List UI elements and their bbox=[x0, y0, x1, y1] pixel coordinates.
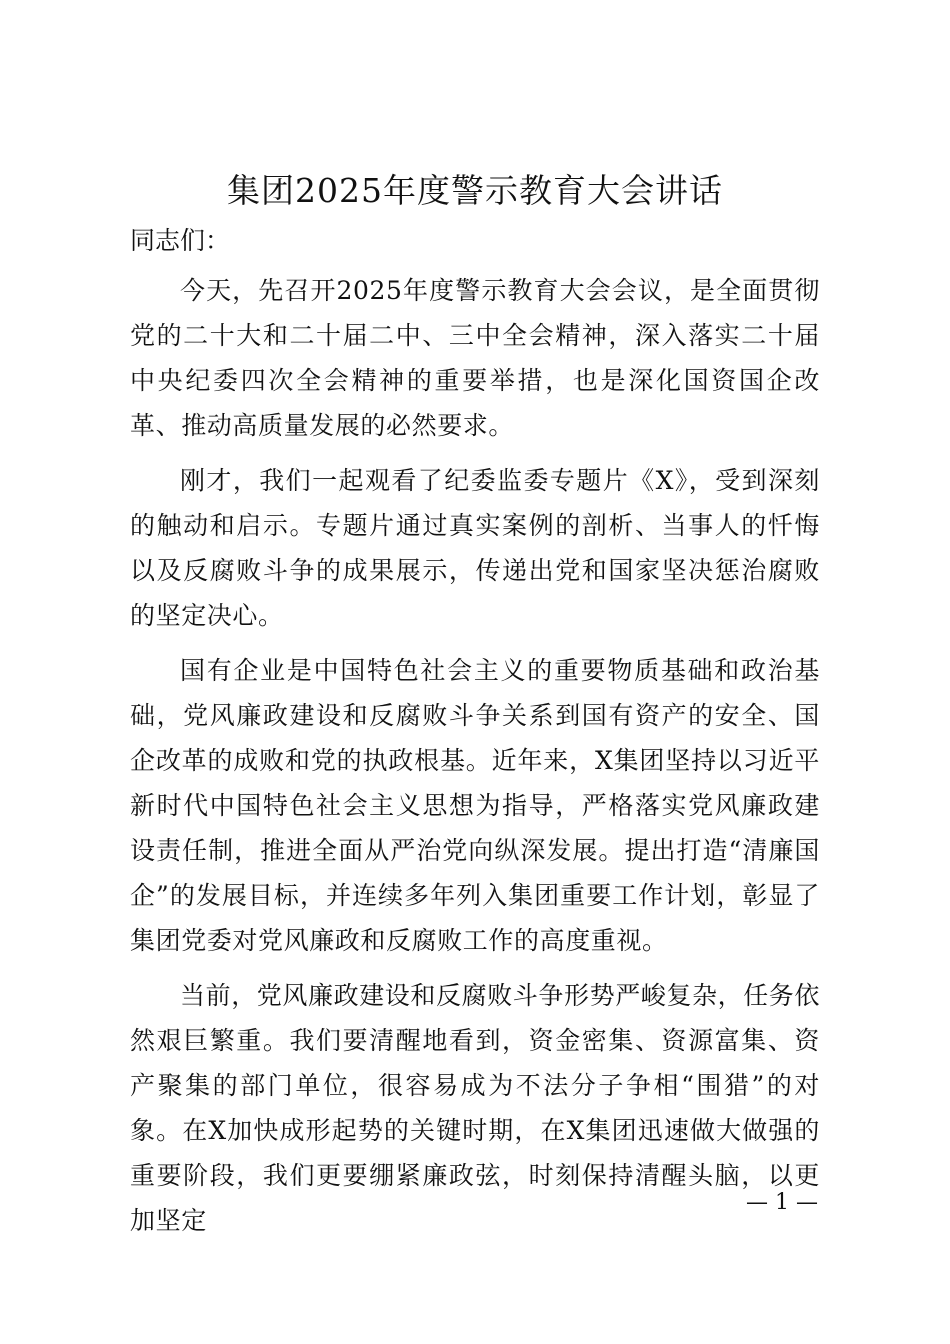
document-title: 集团2025年度警示教育大会讲话 bbox=[227, 171, 723, 210]
paragraph-current-situation: 当前，党风廉政建设和反腐败斗争形势严峻复杂，任务依然艰巨繁重。我们要清醒地看到，资金密集、资源富集、资产聚集的部门单位，很容易成为不法分子争相“围猎”的对象。在X加快成形起势的关键时期，在X集团迅速做大做强的重要阶段，我们更要绷紧廉政弦，时刻保持清醒头脑，以更加坚定 bbox=[130, 981, 821, 1235]
paragraph-film-review: 刚才，我们一起观看了纪委监委专题片《X》，受到深刻的触动和启示。专题片通过真实案例的剖析、当事人的忏悔以及反腐败斗争的成果展示，传递出党和国家坚决惩治腐败的坚定决心。 bbox=[130, 466, 820, 630]
page-number: — 1 — bbox=[746, 1190, 818, 1215]
paragraph-opening: 今天，先召开2025年度警示教育大会会议，是全面贯彻党的二十大和二十届二中、三中全会精神，深入落实二十届中央纪委四次全会精神的重要举措，也是深化国资国企改革、推动高质量发展的必然要求。 bbox=[130, 276, 820, 440]
salutation: 同志们： bbox=[130, 226, 231, 255]
document-body bbox=[130, 268, 820, 1243]
paragraph-soe-role: 国有企业是中国特色社会主义的重要物质基础和政治基础，党风廉政建设和反腐败斗争关系到国有资产的安全、国企改革的成败和党的执政根基。近年来，X集团坚持以习近平新时代中国特色社会主义思想为指导，严格落实党风廉政建设责任制，推进全面从严治党向纵深发展。提出打造“清廉国企”的发展目标，并连续多年列入集团重要工作计划，彰显了集团党委对党风廉政和反腐败工作的高度重视。 bbox=[130, 656, 820, 955]
